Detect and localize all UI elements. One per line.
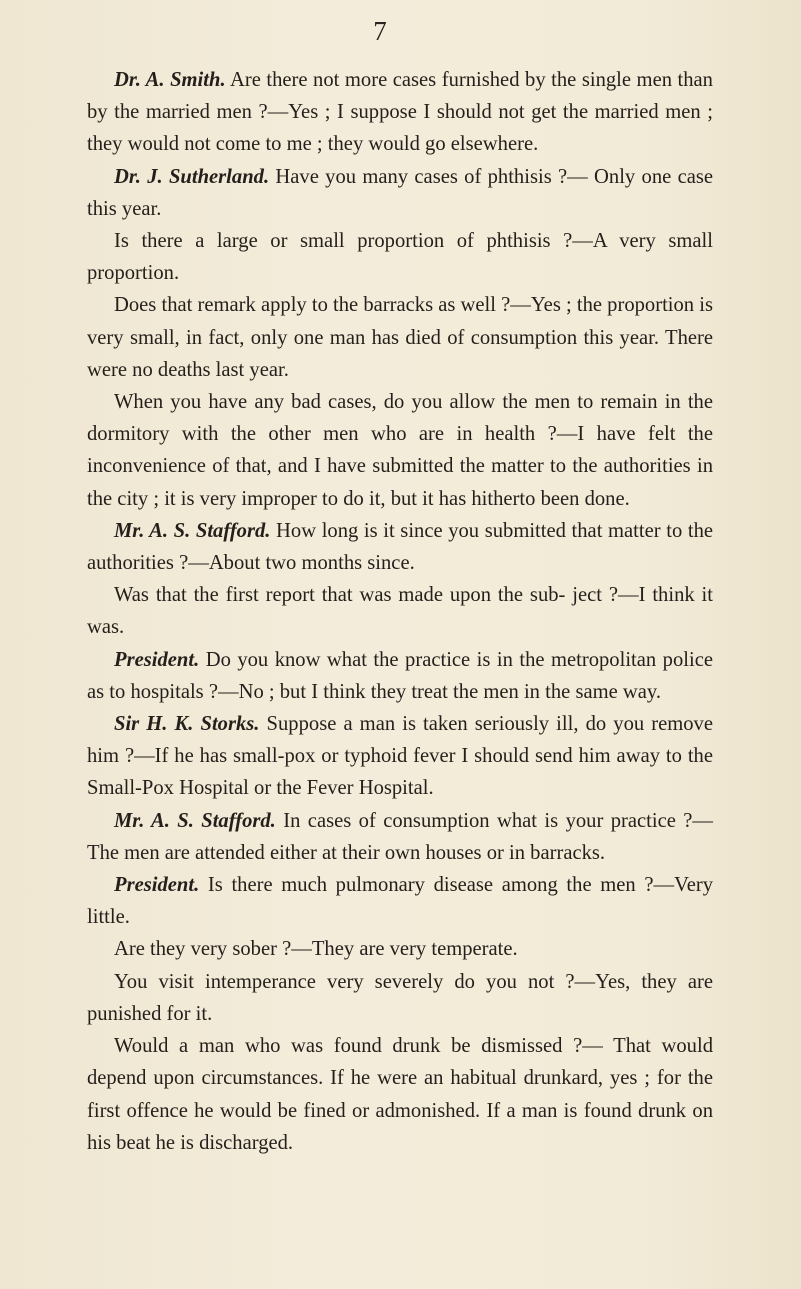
paragraph <box>87 386 713 515</box>
paragraph-text: Is there a large or small proportion of phthisis ?—A very small proportion. <box>87 230 713 285</box>
paragraph-text: Suppose a man is taken seriously ill, do you remove him ?—If he has small-pox or typhoid fever I should send him away to the Small-Pox Hospital or the Fever Hospital. <box>87 713 713 800</box>
page-number: 7 <box>373 16 387 46</box>
paragraph <box>87 64 713 161</box>
paragraph <box>87 1030 713 1159</box>
paragraph <box>87 161 713 225</box>
speaker-name: Mr. A. S. Stafford. <box>114 519 271 542</box>
paragraph-text: Does that remark apply to the barracks as well ?—Yes ; the proportion is very small, in fact, only one man has died of consumption this year. There were no deaths last year. <box>87 294 713 381</box>
speaker-name: President. <box>114 648 200 671</box>
paragraph-text: How long is it since you submitted that matter to the authorities ?—About two months since. <box>87 519 714 575</box>
paragraph <box>87 515 713 579</box>
paragraph <box>87 869 713 933</box>
paragraph <box>87 966 713 1030</box>
paragraph-text: Is there much pulmonary disease among the men ?—Very little. <box>87 874 713 929</box>
speaker-name: Dr. J. Sutherland. <box>114 165 270 188</box>
paragraph <box>87 708 713 805</box>
paragraph <box>87 225 713 289</box>
paragraph-text: Have you many cases of phthisis ?— Only one case this year. <box>87 165 714 220</box>
paragraph <box>87 933 713 965</box>
speaker-name: Dr. A. Smith. <box>114 69 226 91</box>
paragraph-text: Are they very sober ?—They are very temperate. <box>114 938 518 961</box>
paragraph-text: When you have any bad cases, do you allow the men to remain in the dormitory with the other men who are in health ?—I have felt the inconvenience of that, and I have submitted the matter to the authorities in the city ; it is very improper to do it, but it has hitherto been done. <box>87 391 713 510</box>
paragraph-text: In cases of consumption what is your practice ?—The men are attended either at their own houses or in barracks. <box>87 809 714 864</box>
paragraph-text: You visit intemperance very severely do you not ?—Yes, they are punished for it. <box>87 970 713 1025</box>
speaker-name: Mr. A. S. Stafford. <box>114 809 276 832</box>
speaker-name: President. <box>114 874 200 897</box>
paragraph <box>87 644 713 708</box>
paragraph <box>87 805 713 869</box>
paragraph <box>87 579 713 643</box>
speaker-name: Sir H. K. Storks. <box>114 713 260 736</box>
testimony-text <box>87 64 713 1159</box>
paragraph-text: Was that the first report that was made upon the sub- ject ?—I think it was. <box>87 584 713 639</box>
paragraph-text: Are there not more cases furnished by the single men than by the married men ?—Yes ; I suppose I should not get the married men ; they would not come to me ; they would go elsewhere. <box>87 69 713 156</box>
paragraph-text: Do you know what the practice is in the metropolitan police as to hospitals ?—No ; but I think they treat the men in the same way. <box>87 648 713 703</box>
paragraph-text: Would a man who was found drunk be dismissed ?— That would depend upon circumstances. If he were an habitual drunkard, yes ; for the first offence he would be fined or admonished. If a man is found drunk on his beat he is discharged. <box>87 1035 713 1154</box>
paragraph <box>87 289 713 386</box>
